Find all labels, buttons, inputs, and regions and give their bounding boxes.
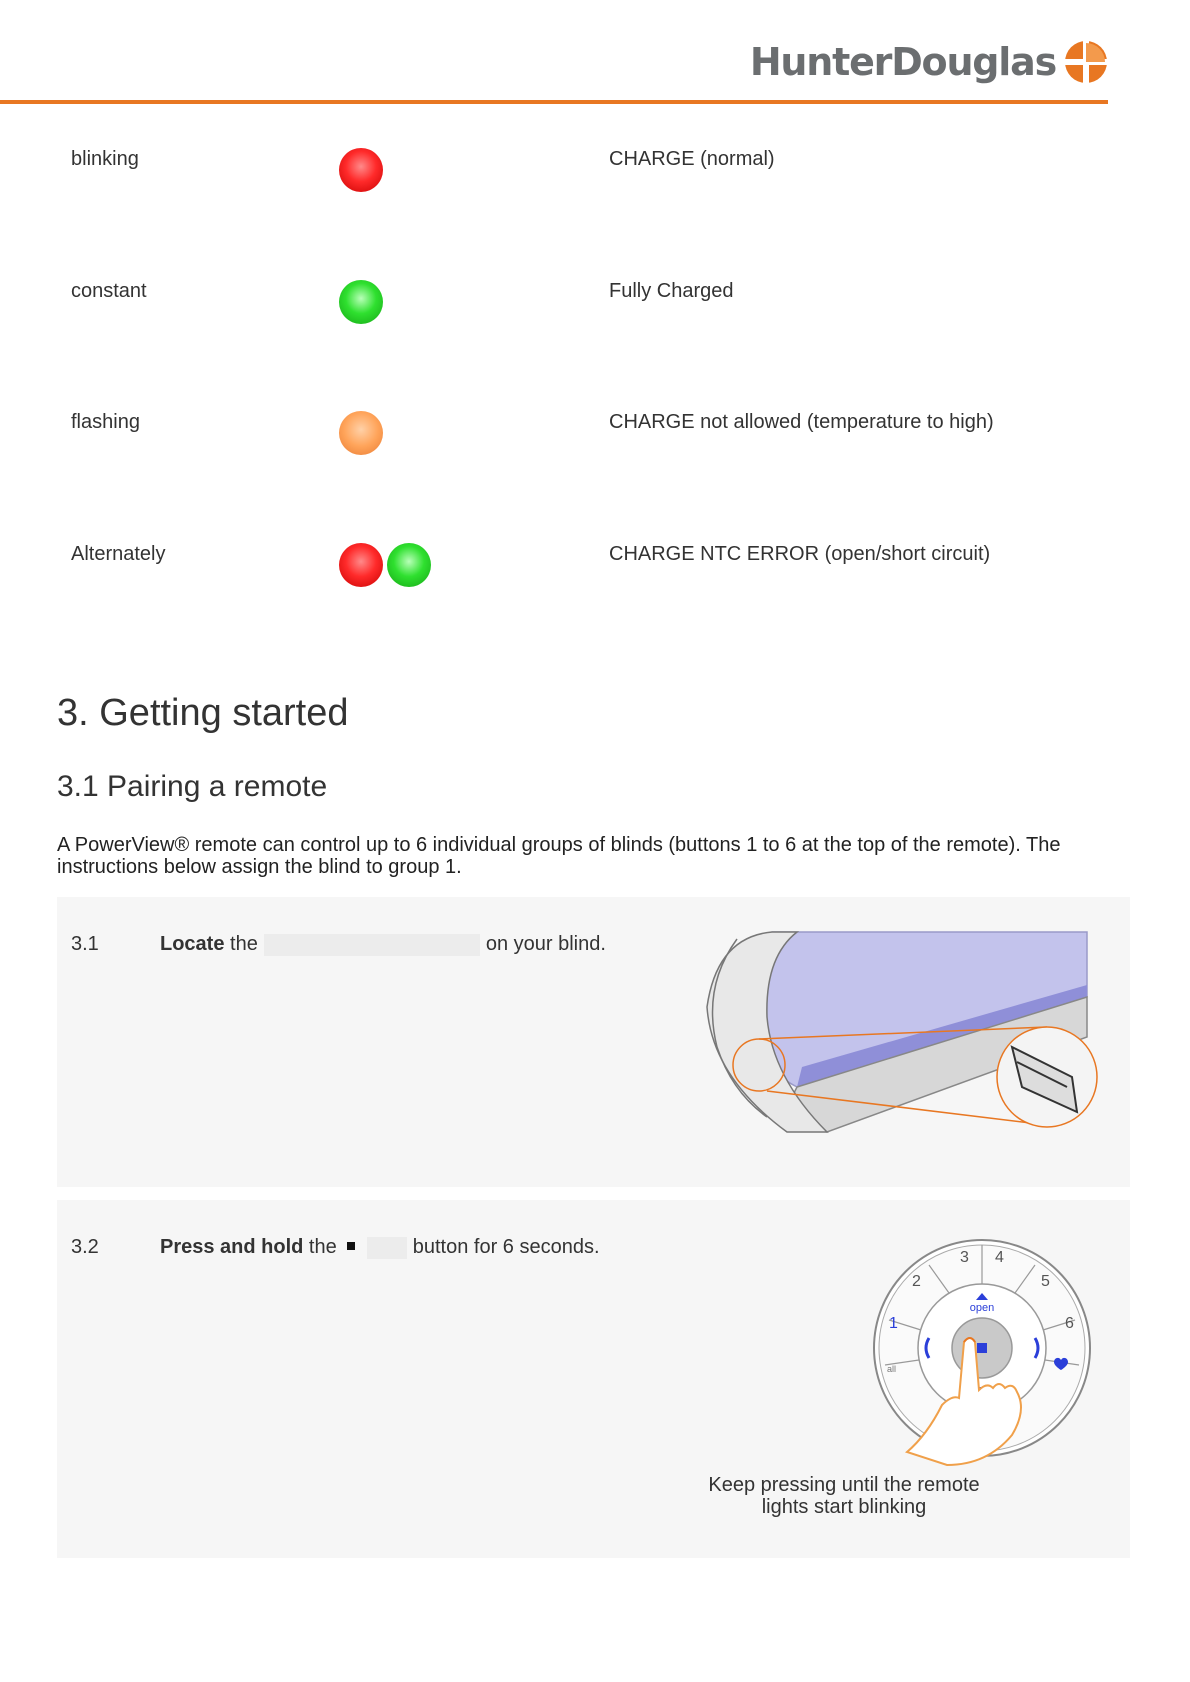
step-number: 3.2	[71, 1236, 99, 1258]
led-meaning: CHARGE NTC ERROR (open/short circuit)	[609, 543, 991, 565]
remote-button-3: 3	[960, 1249, 969, 1266]
section-title: 3. Getting started	[57, 692, 349, 734]
remote-button-5: 5	[1041, 1273, 1050, 1290]
blank-field	[264, 934, 480, 956]
header-rule	[0, 100, 1108, 104]
section-intro: A PowerView® remote can control up to 6 individual groups of blinds (buttons 1 to 6 at the top of the remote). The instructions below assign the blind to group 1.	[57, 834, 1061, 878]
brand-name: HunterDouglas	[749, 40, 1056, 84]
step-instruction	[160, 933, 606, 956]
led-meaning: CHARGE (normal)	[609, 148, 775, 170]
red-led-icon	[339, 543, 383, 587]
step-3-1	[57, 897, 1130, 1187]
step-text-b: button for 6 seconds.	[412, 1236, 600, 1258]
step-caption: Keep pressing until the remote lights start blinking	[708, 1474, 980, 1518]
led-row-alternately	[71, 543, 1121, 603]
led-row-flashing	[71, 411, 1121, 471]
led-indicator	[339, 148, 383, 192]
led-meaning: CHARGE not allowed (temperature to high)	[609, 411, 994, 433]
led-state-label: constant	[71, 280, 147, 302]
red-led-icon	[339, 148, 383, 192]
remote-open-label: open	[969, 1302, 995, 1314]
blind-headrail-illustration-icon	[677, 927, 1157, 1157]
step-instruction	[160, 1236, 600, 1259]
remote-button-2: 2	[912, 1273, 921, 1290]
led-row-blinking	[71, 148, 1121, 208]
step-text-a: the	[303, 1236, 337, 1258]
led-state-label: Alternately	[71, 543, 166, 565]
stop-square-icon	[977, 1343, 987, 1353]
step-action: Press and hold	[160, 1236, 304, 1258]
led-state-label: blinking	[71, 148, 139, 170]
step-text-b: on your blind.	[485, 933, 606, 955]
led-state-label: flashing	[71, 411, 140, 433]
step-3-2	[57, 1200, 1130, 1558]
orange-led-icon	[339, 411, 383, 455]
step-text-a: the	[224, 933, 258, 955]
green-led-icon	[387, 543, 431, 587]
remote-control-illustration	[867, 1230, 1097, 1470]
led-indicator	[339, 411, 383, 455]
led-indicator	[339, 280, 383, 324]
remote-button-6: 6	[1065, 1315, 1074, 1332]
remote-all-label: all	[887, 1364, 897, 1374]
green-led-icon	[339, 280, 383, 324]
step-number: 3.1	[71, 933, 99, 955]
remote-button-1: 1	[889, 1315, 898, 1332]
led-meaning: Fully Charged	[609, 280, 734, 302]
section-subtitle: 3.1 Pairing a remote	[57, 770, 328, 803]
led-indicator	[339, 543, 431, 587]
remote-button-4: 4	[995, 1249, 1004, 1266]
blank-field	[367, 1237, 407, 1259]
step-action: Locate	[160, 933, 225, 955]
stop-square-icon	[347, 1242, 355, 1250]
brand-logo	[750, 40, 1108, 84]
led-row-constant	[71, 280, 1121, 340]
brand-mark-icon	[1064, 40, 1108, 84]
